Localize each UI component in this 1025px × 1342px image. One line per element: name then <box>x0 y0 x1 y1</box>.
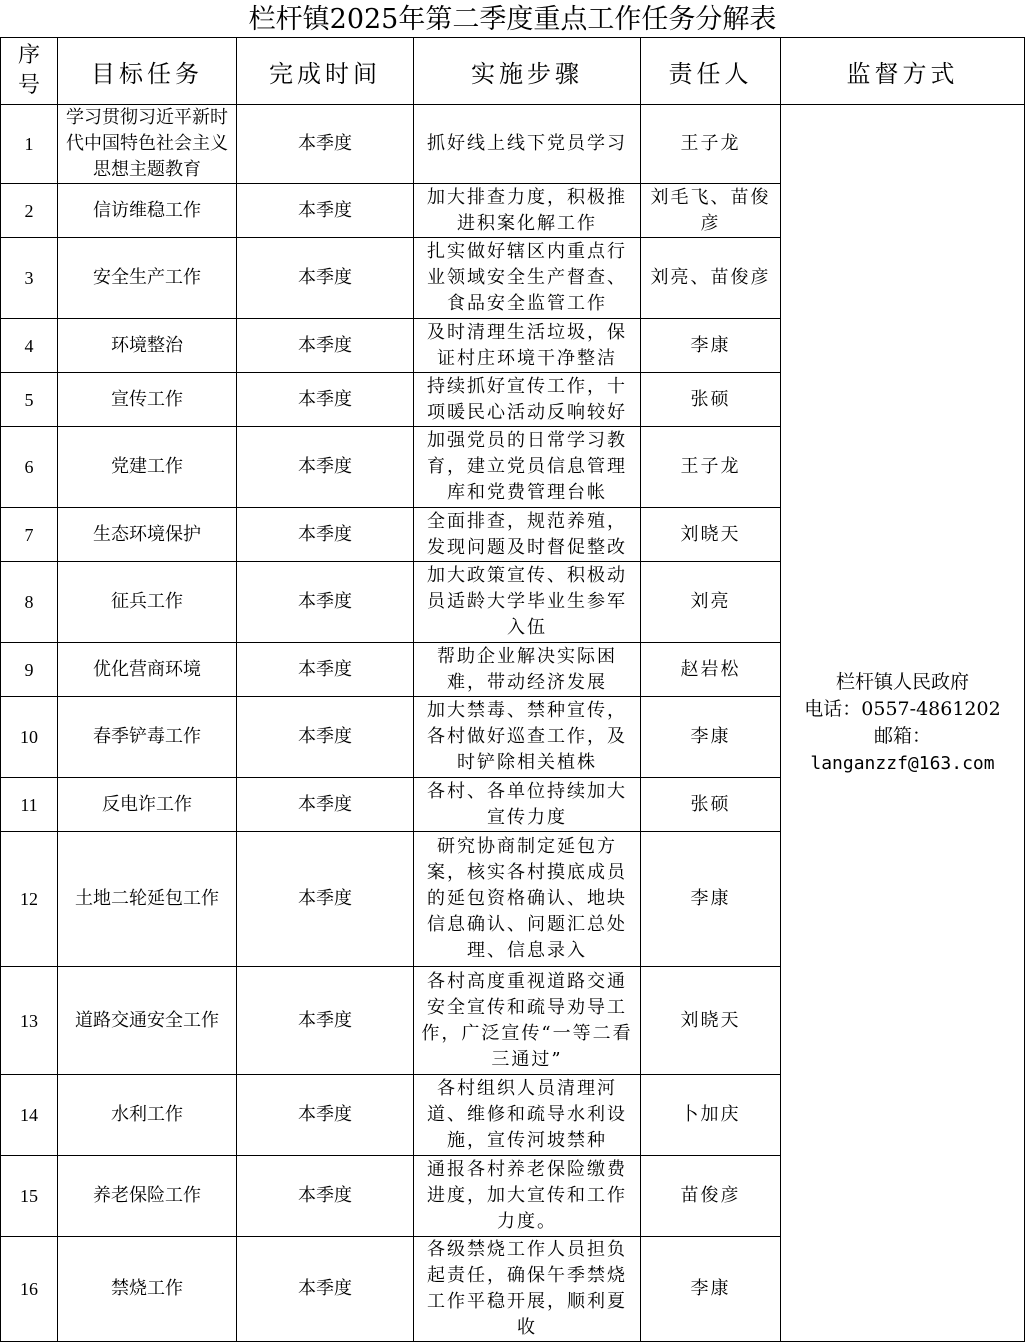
header-supervision: 监督方式 <box>781 38 1025 105</box>
row-person: 张硕 <box>641 778 781 832</box>
row-number: 3 <box>1 238 58 319</box>
row-time: 本季度 <box>237 1075 414 1156</box>
row-time: 本季度 <box>237 184 414 238</box>
row-person: 刘晓天 <box>641 508 781 562</box>
row-task: 优化营商环境 <box>58 643 237 697</box>
row-person: 苗俊彦 <box>641 1156 781 1237</box>
row-steps: 帮助企业解决实际困难，带动经济发展 <box>414 643 641 697</box>
row-time: 本季度 <box>237 832 414 967</box>
row-number: 11 <box>1 778 58 832</box>
row-person: 刘亮 <box>641 562 781 643</box>
header-seq: 序号 <box>1 38 58 105</box>
row-person: 王子龙 <box>641 105 781 184</box>
row-time: 本季度 <box>237 562 414 643</box>
row-task: 反电诈工作 <box>58 778 237 832</box>
row-task: 土地二轮延包工作 <box>58 832 237 967</box>
row-steps: 各村、各单位持续加大宣传力度 <box>414 778 641 832</box>
row-number: 16 <box>1 1237 58 1342</box>
row-task: 学习贯彻习近平新时代中国特色社会主义思想主题教育 <box>58 105 237 184</box>
row-steps: 各村高度重视道路交通安全宣传和疏导劝导工作，广泛宣传“一等二看三通过” <box>414 967 641 1075</box>
row-time: 本季度 <box>237 1156 414 1237</box>
row-time: 本季度 <box>237 373 414 427</box>
page-title: 栏杆镇2025年第二季度重点工作任务分解表 <box>248 4 777 35</box>
row-person: 李康 <box>641 319 781 373</box>
header-row <box>1 38 1025 105</box>
row-steps: 各级禁烧工作人员担负起责任，确保午季禁烧工作平稳开展，顺利夏收 <box>414 1237 641 1342</box>
row-steps: 加大禁毒、禁种宣传，各村做好巡查工作，及时铲除相关植株 <box>414 697 641 778</box>
supervision-org: 栏杆镇人民政府 <box>835 671 969 693</box>
row-task: 水利工作 <box>58 1075 237 1156</box>
row-time: 本季度 <box>237 697 414 778</box>
row-number: 2 <box>1 184 58 238</box>
row-steps: 加大政策宣传、积极动员适龄大学毕业生参军入伍 <box>414 562 641 643</box>
header-task: 目标任务 <box>58 38 237 105</box>
row-steps: 持续抓好宣传工作，十项暖民心活动反响较好 <box>414 373 641 427</box>
row-time: 本季度 <box>237 427 414 508</box>
supervision-cell <box>781 105 1025 1342</box>
row-time: 本季度 <box>237 1237 414 1342</box>
row-person: 李康 <box>641 697 781 778</box>
row-task: 环境整治 <box>58 319 237 373</box>
row-steps: 各村组织人员清理河道、维修和疏导水利设施，宣传河坡禁种 <box>414 1075 641 1156</box>
row-steps: 抓好线上线下党员学习 <box>414 105 641 184</box>
row-task: 信访维稳工作 <box>58 184 237 238</box>
row-steps: 加大排查力度，积极推进积案化解工作 <box>414 184 641 238</box>
row-number: 4 <box>1 319 58 373</box>
row-number: 12 <box>1 832 58 967</box>
row-steps: 全面排查，规范养殖，发现问题及时督促整改 <box>414 508 641 562</box>
row-number: 7 <box>1 508 58 562</box>
row-steps: 加强党员的日常学习教育，建立党员信息管理库和党费管理台帐 <box>414 427 641 508</box>
row-task: 禁烧工作 <box>58 1237 237 1342</box>
row-task: 道路交通安全工作 <box>58 967 237 1075</box>
task-table <box>0 37 1025 1342</box>
row-time: 本季度 <box>237 508 414 562</box>
row-person: 张硕 <box>641 373 781 427</box>
row-time: 本季度 <box>237 967 414 1075</box>
row-time: 本季度 <box>237 238 414 319</box>
row-steps: 研究协商制定延包方案，核实各村摸底成员的延包资格确认、地块信息确认、问题汇总处理、信息录入 <box>414 832 641 967</box>
row-task: 养老保险工作 <box>58 1156 237 1237</box>
header-time: 完成时间 <box>237 38 414 105</box>
row-time: 本季度 <box>237 319 414 373</box>
supervision-phone: 电话：0557-4861202 <box>804 698 1001 720</box>
row-steps: 通报各村养老保险缴费进度，加大宣传和工作力度。 <box>414 1156 641 1237</box>
row-number: 10 <box>1 697 58 778</box>
row-person: 卜加庆 <box>641 1075 781 1156</box>
row-person: 李康 <box>641 1237 781 1342</box>
header-person: 责任人 <box>641 38 781 105</box>
row-number: 13 <box>1 967 58 1075</box>
row-steps: 扎实做好辖区内重点行业领域安全生产督查、食品安全监管工作 <box>414 238 641 319</box>
row-task: 安全生产工作 <box>58 238 237 319</box>
row-number: 9 <box>1 643 58 697</box>
row-time: 本季度 <box>237 105 414 184</box>
row-number: 15 <box>1 1156 58 1237</box>
row-number: 14 <box>1 1075 58 1156</box>
row-time: 本季度 <box>237 643 414 697</box>
row-time: 本季度 <box>237 778 414 832</box>
row-person: 刘亮、苗俊彦 <box>641 238 781 319</box>
row-person: 王子龙 <box>641 427 781 508</box>
row-steps: 及时清理生活垃圾，保证村庄环境干净整洁 <box>414 319 641 373</box>
row-task: 征兵工作 <box>58 562 237 643</box>
row-task: 党建工作 <box>58 427 237 508</box>
row-person: 赵岩松 <box>641 643 781 697</box>
row-number: 8 <box>1 562 58 643</box>
supervision-email-label: 邮箱： <box>873 725 931 747</box>
row-person: 刘晓天 <box>641 967 781 1075</box>
row-number: 1 <box>1 105 58 184</box>
table-row <box>1 105 1025 184</box>
row-person: 李康 <box>641 832 781 967</box>
row-task: 生态环境保护 <box>58 508 237 562</box>
row-task: 春季铲毒工作 <box>58 697 237 778</box>
row-person: 刘毛飞、苗俊彦 <box>641 184 781 238</box>
supervision-email: langanzzf@163.com <box>810 753 995 774</box>
header-steps: 实施步骤 <box>414 38 641 105</box>
row-task: 宣传工作 <box>58 373 237 427</box>
row-number: 6 <box>1 427 58 508</box>
row-number: 5 <box>1 373 58 427</box>
